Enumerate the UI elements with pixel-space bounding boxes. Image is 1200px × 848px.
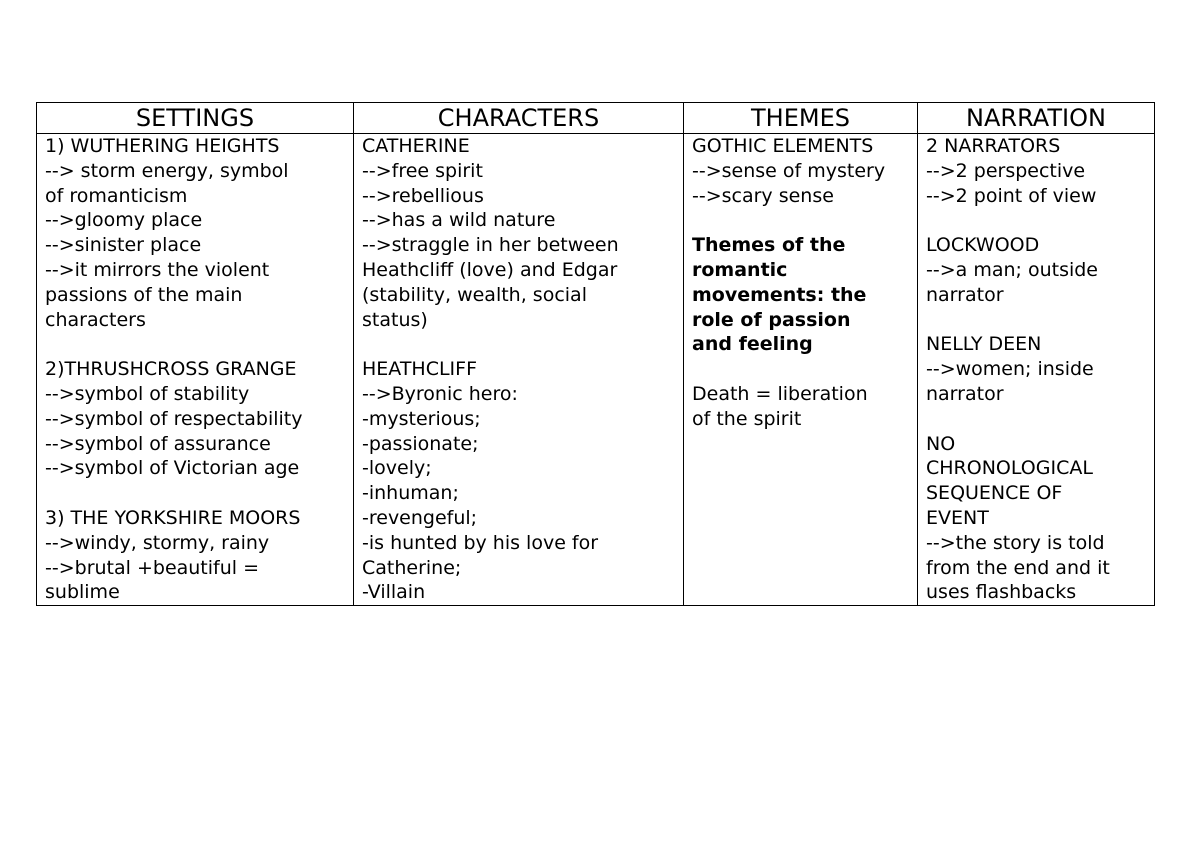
cell-text-line: SEQUENCE OF bbox=[926, 482, 1063, 505]
cell-text-line: -revengeful; bbox=[362, 506, 478, 529]
cell-text-line: of romanticism bbox=[45, 184, 188, 207]
cell-text-line bbox=[926, 208, 1154, 233]
content-row bbox=[37, 134, 1155, 606]
cell-text-line: CATHERINE bbox=[362, 135, 470, 157]
header-characters: CHARACTERS bbox=[354, 103, 684, 134]
cell-text-line: sublime bbox=[45, 581, 120, 604]
cell-text-line: -->sense of mystery bbox=[692, 159, 886, 182]
cell-text-line: (stability, wealth, social bbox=[362, 283, 587, 306]
cell-text-line: -->the story is told bbox=[926, 531, 1105, 554]
cell-text-line: -->symbol of Victorian age bbox=[45, 457, 300, 480]
cell-text-line: -->symbol of stability bbox=[45, 382, 250, 405]
cell-text-line: 1) WUTHERING HEIGHTS bbox=[45, 135, 280, 157]
cell-text-line: status) bbox=[362, 308, 428, 331]
cell-text-line: Death = liberation bbox=[692, 382, 868, 405]
cell-text-line: -->brutal +beautiful = bbox=[45, 556, 260, 579]
header-row bbox=[37, 103, 1155, 134]
cell-text-line: uses flashbacks bbox=[926, 581, 1077, 604]
cell-text-line: 3) THE YORKSHIRE MOORS bbox=[45, 506, 301, 529]
cell-text-line: -->women; inside bbox=[926, 358, 1094, 381]
cell-text-line: role of passion bbox=[692, 308, 851, 331]
cell-text-line: -->has a wild nature bbox=[362, 209, 556, 232]
cell-text-line: -->it mirrors the violent bbox=[45, 258, 270, 281]
cell-text-line: 2 NARRATORS bbox=[926, 135, 1061, 157]
cell-text-line: -->a man; outside bbox=[926, 258, 1098, 281]
cell-text-line: -inhuman; bbox=[362, 482, 459, 505]
cell-text-line bbox=[926, 308, 1154, 333]
cell-text-line: NELLY DEEN bbox=[926, 333, 1042, 356]
cell-text-line: from the end and it bbox=[926, 556, 1110, 579]
cell-text-line: LOCKWOOD bbox=[926, 234, 1040, 257]
narration-cell bbox=[918, 134, 1155, 606]
cell-text-line: HEATHCLIFF bbox=[362, 358, 478, 381]
cell-text-line: -->symbol of respectability bbox=[45, 407, 303, 430]
cell-text-line: characters bbox=[45, 308, 146, 331]
cell-text-line: GOTHIC ELEMENTS bbox=[692, 135, 874, 157]
cell-text-line: -->gloomy place bbox=[45, 209, 203, 232]
cell-text-line: -->free spirit bbox=[362, 159, 483, 182]
cell-text-line: passions of the main bbox=[45, 283, 243, 306]
header-narration: NARRATION bbox=[918, 103, 1155, 134]
cell-text-line: -->Byronic hero: bbox=[362, 382, 518, 405]
header-settings: SETTINGS bbox=[37, 103, 354, 134]
cell-text-line bbox=[926, 407, 1154, 432]
cell-text-line bbox=[692, 208, 917, 233]
cell-text-line: Heathcliff (love) and Edgar bbox=[362, 258, 618, 281]
cell-text-line: narrator bbox=[926, 382, 1004, 405]
cell-text-line: narrator bbox=[926, 283, 1004, 306]
cell-text-line: -->straggle in her between bbox=[362, 234, 619, 257]
cell-text-line: --> storm energy, symbol bbox=[45, 159, 289, 182]
cell-text-line: -->2 perspective bbox=[926, 159, 1086, 182]
cell-text-line: romantic bbox=[692, 258, 788, 281]
themes-cell bbox=[684, 134, 918, 606]
cell-text-line: Catherine; bbox=[362, 556, 462, 579]
cell-text-line: movements: the bbox=[692, 283, 867, 306]
cell-text-line: Themes of the bbox=[692, 234, 846, 257]
cell-text-line: of the spirit bbox=[692, 407, 802, 430]
characters-cell bbox=[354, 134, 684, 606]
cell-text-line bbox=[45, 481, 353, 506]
cell-text-line: CHRONOLOGICAL bbox=[926, 457, 1093, 480]
cell-text-line bbox=[45, 332, 353, 357]
settings-cell bbox=[37, 134, 354, 606]
header-themes: THEMES bbox=[684, 103, 918, 134]
cell-text-line: -mysterious; bbox=[362, 407, 481, 430]
cell-text-line: -->windy, stormy, rainy bbox=[45, 531, 270, 554]
cell-text-line: -->2 point of view bbox=[926, 184, 1097, 207]
cell-text-line: -->sinister place bbox=[45, 234, 202, 257]
cell-text-line: -Villain bbox=[362, 581, 426, 604]
cell-text-line: -passionate; bbox=[362, 432, 479, 455]
cell-text-line: -->scary sense bbox=[692, 184, 834, 207]
cell-text-line: and feeling bbox=[692, 333, 813, 356]
cell-text-line: -->symbol of assurance bbox=[45, 432, 271, 455]
cell-text-line: -is hunted by his love for bbox=[362, 531, 599, 554]
cell-text-line bbox=[692, 357, 917, 382]
cell-text-line bbox=[362, 332, 683, 357]
cell-text-line: NO bbox=[926, 432, 956, 455]
summary-table bbox=[36, 102, 1155, 606]
cell-text-line: -lovely; bbox=[362, 457, 432, 480]
cell-text-line: EVENT bbox=[926, 506, 989, 529]
cell-text-line: 2)THRUSHCROSS GRANGE bbox=[45, 358, 297, 381]
cell-text-line: -->rebellious bbox=[362, 184, 484, 207]
